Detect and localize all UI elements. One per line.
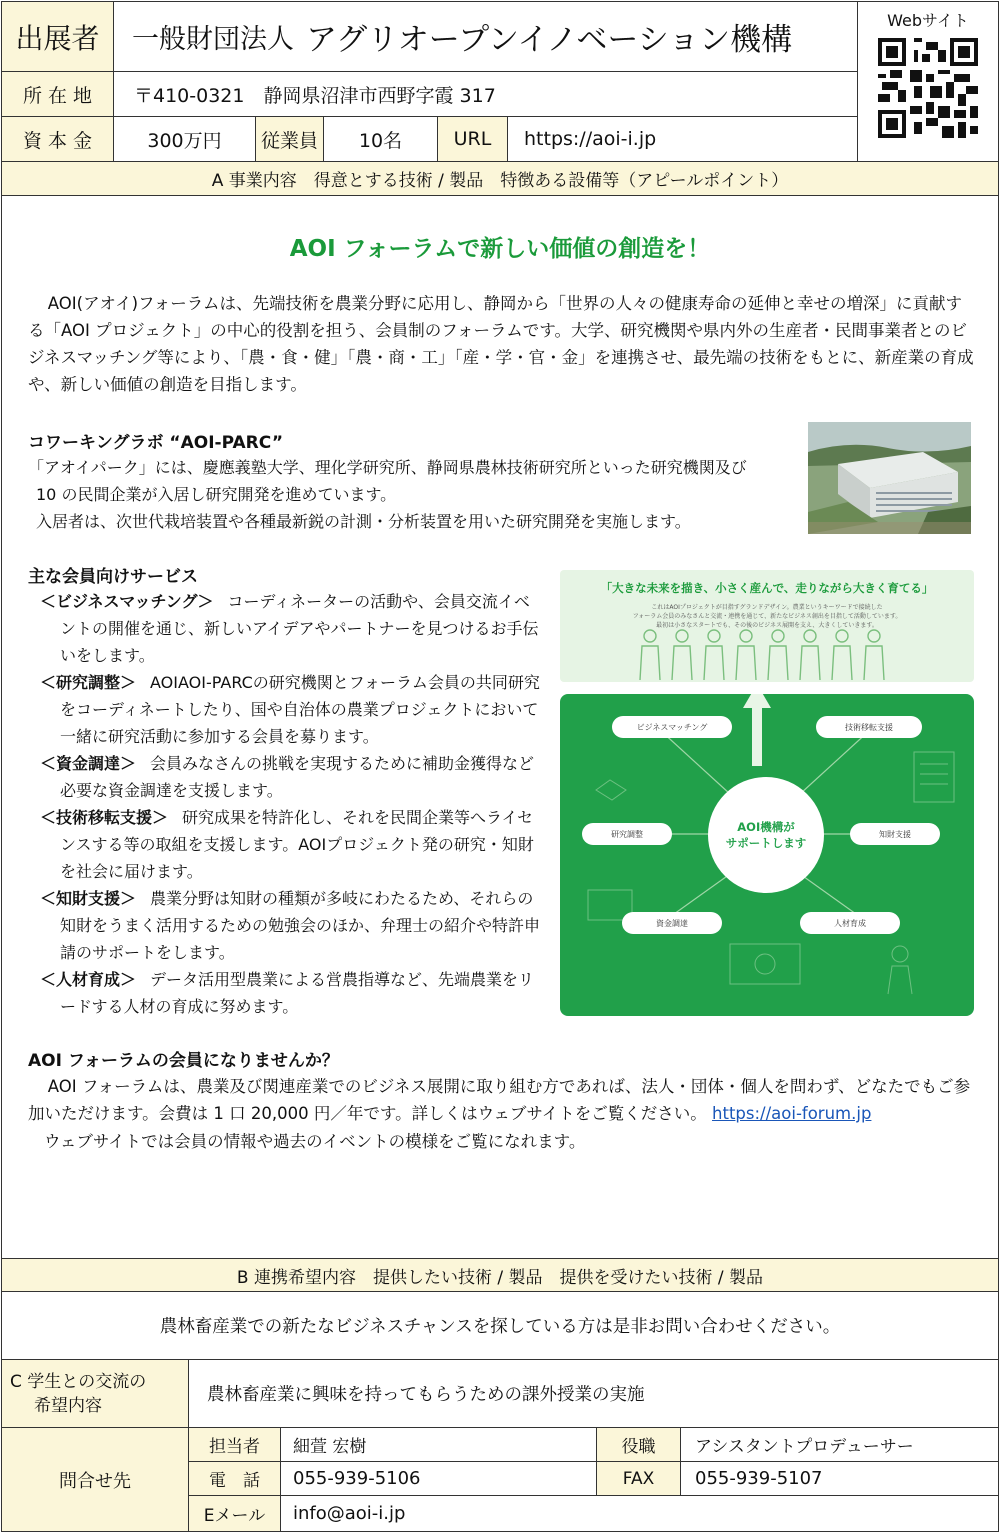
node-tech-transfer: 技術移転支援: [816, 716, 922, 738]
diagram-slogan-sub-3: 最初は小さなスタートでも、その後のビジネス展開を支え、大きくしていきます。: [656, 622, 878, 629]
node-ip-support: 知財支援: [850, 823, 940, 845]
service-item: [40, 750, 540, 804]
diagram-slogan-sub-2: フォーラム会員のみなさんと交流・連携を通じて、新たなビジネス創出を目指して活動しています。: [632, 613, 902, 620]
service-desc: 研究成果を特許化し、それを民間企業等へライセンスする等の取組を支援します。AOIプロジェクト発の研究・知財を社会に届けます。: [60, 808, 534, 881]
lab-title: コワーキングラボ “AOI-PARC”: [28, 433, 283, 453]
service-item: [40, 966, 540, 1020]
join-title: AOI フォーラムの会員になりませんか？: [28, 1051, 339, 1071]
lab-line-1: 「アオイパーク」には、慶應義塾大学、理化学研究所、静岡県農林技術研究所といった研究機関及び: [28, 458, 747, 477]
aoi-parc-building-photo: [808, 422, 971, 534]
qr-code-icon[interactable]: [878, 38, 978, 138]
person-label-cell: 担当者: [189, 1428, 281, 1462]
center-text-2: サポートします: [725, 836, 807, 850]
service-desc: AOIAOI-PARCの研究機関とフォーラム会員の共同研究をコーディネートしたり、国や自治体の農業プロジェクトにおいて一緒に研究活動に参加する会員を募ります。: [60, 673, 540, 746]
diagram-green-panel: [560, 694, 974, 1016]
org-prefix: 一般財団法人: [132, 24, 294, 55]
tel-label-cell: 電 話: [189, 1462, 281, 1496]
join-text-2: ウェブサイトでは会員の情報や過去のイベントの模様をご覧になれます。: [44, 1132, 586, 1151]
role-label-cell: 役職: [597, 1428, 681, 1462]
support-diagram: [560, 570, 974, 1016]
service-desc: データ活用型農業による営農指導など、先端農業をリードする人材の育成に努めます。: [60, 970, 535, 1016]
url-label-cell: URL: [438, 117, 508, 162]
lab-line-2: 10 の民間企業が入居し研究開発を進めています。: [36, 485, 397, 504]
service-desc: 農業分野は知財の種類が多岐にわたるため、それらの知財をうまく活用するための勉強会のほか、弁理士の紹介や特許申請のサポートをします。: [60, 889, 541, 962]
contact-label-cell: 問合せ先: [2, 1428, 189, 1531]
section-c-label-1: C 学生との交流の: [10, 1372, 147, 1392]
exhibitor-label-cell: 出展者: [2, 2, 114, 72]
service-name: ＜ビジネスマッチング＞: [40, 592, 214, 611]
services-list: [40, 588, 540, 1020]
diagram-slogan: 「大きな未来を描き、小さく産んで、走りながら大きく育てる」: [600, 581, 934, 595]
service-desc: 会員みなさんの挑戦を実現するために補助金獲得など必要な資金調達を支援します。: [60, 754, 535, 800]
diagram-slogan-box: [560, 570, 974, 682]
qr-column: [858, 2, 998, 162]
diagram-slogan-sub-1: これはAOIプロジェクトが目指すグランドデザイン。農業というキーワードで接続した: [651, 604, 883, 611]
section-b-title: B 連携希望内容 提供したい技術 / 製品 提供を受けたい技術 / 製品: [2, 1258, 998, 1292]
web-label: Webサイト: [887, 11, 969, 30]
service-item: [40, 885, 540, 966]
capital-cell: 300万円: [114, 117, 256, 162]
services-title: 主な会員向けサービス: [28, 567, 198, 587]
address-cell: 〒410-0321 静岡県沼津市西野字霞 317: [114, 72, 858, 117]
email-cell[interactable]: info@aoi-i.jp: [293, 1503, 406, 1524]
person-cell: 細萱 宏樹: [281, 1428, 597, 1462]
section-c-label-cell: [2, 1360, 189, 1428]
node-research-coordination: 研究調整: [582, 823, 672, 845]
intro-paragraph: AOI(アオイ)フォーラムは、先端技術を農業分野に応用し、静岡から「世界の人々の健康寿命の延伸と幸せの増深」に貢献する「AOI プロジェクト」の中心的役割を担う、会員制のフォーラムです。大学、研究機関や県内外の生産者・民間事業者とのビジネスマッチング等により、「農・食・健」「農・商・工」「産・学・官・金」を連携させ、最先端の技術をもとに、新産業の育成や、新しい価値の創造を目指します。: [28, 294, 974, 394]
org-name: アグリオープンイノベーション機構: [306, 22, 793, 58]
tel-cell[interactable]: 055-939-5106: [281, 1462, 597, 1496]
employees-cell: 10名: [324, 117, 438, 162]
join-text-1: AOI フォーラムは、農業及び関連産業でのビジネス展開に取り組む方であれば、法人・団体・個人を問わず、どなたでもご参加いただけます。会費は 1 口 20,000 円／年です。詳しくはウェブサイトをご覧ください。: [28, 1077, 971, 1123]
org-name-cell: [114, 2, 858, 72]
address-label-cell: 所 在 地: [2, 72, 114, 117]
service-name: ＜技術移転支援＞: [40, 808, 169, 827]
center-text-1: AOI機構が: [737, 820, 795, 834]
fax-label-cell: FAX: [597, 1462, 681, 1496]
people-illustration: [560, 622, 974, 682]
service-item: [40, 804, 540, 885]
role-cell: アシスタントプロデューサー: [681, 1428, 998, 1462]
section-b-text: 農林畜産業での新たなビジネスチャンスを探している方は是非お問い合わせください。: [2, 1292, 998, 1360]
email-label-cell: Eメール: [189, 1496, 281, 1531]
service-name: ＜研究調整＞: [40, 673, 137, 692]
join-paragraph: [28, 1073, 978, 1127]
lab-line-3: 入居者は、次世代栽培装置や各種最新鋭の計測・分析装置を用いた研究開発を実施します。: [36, 512, 691, 531]
url-cell[interactable]: https://aoi-i.jp: [508, 117, 858, 162]
service-item: [40, 669, 540, 750]
node-fundraising: 資金調達: [622, 912, 722, 934]
section-c-label-2: 希望内容: [34, 1396, 102, 1416]
aoi-forum-link[interactable]: https://aoi-forum.jp: [712, 1104, 872, 1123]
service-item: [40, 588, 540, 669]
node-hr-development: 人材育成: [800, 912, 900, 934]
service-name: ＜資金調達＞: [40, 754, 137, 773]
section-c-text: 農林畜産業に興味を持ってもらうための課外授業の実施: [189, 1360, 998, 1428]
employees-label-cell: 従業員: [256, 117, 324, 162]
service-name: ＜知財支援＞: [40, 889, 137, 908]
capital-label-cell: 資 本 金: [2, 117, 114, 162]
service-name: ＜人材育成＞: [40, 970, 137, 989]
section-a-title: A 事業内容 得意とする技術 / 製品 特徴ある設備等（アピールポイント）: [2, 162, 998, 196]
section-a-headline: AOI フォーラムで新しい価値の創造を！: [289, 236, 711, 262]
node-business-matching: ビジネスマッチング: [612, 716, 732, 738]
support-center-circle: [708, 777, 824, 893]
fax-cell: 055-939-5107: [681, 1462, 998, 1496]
service-desc: コーディネーターの活動や、会員交流イベントの開催を通じ、新しいアイデアやパートナーを見つけるお手伝いをします。: [60, 592, 539, 665]
